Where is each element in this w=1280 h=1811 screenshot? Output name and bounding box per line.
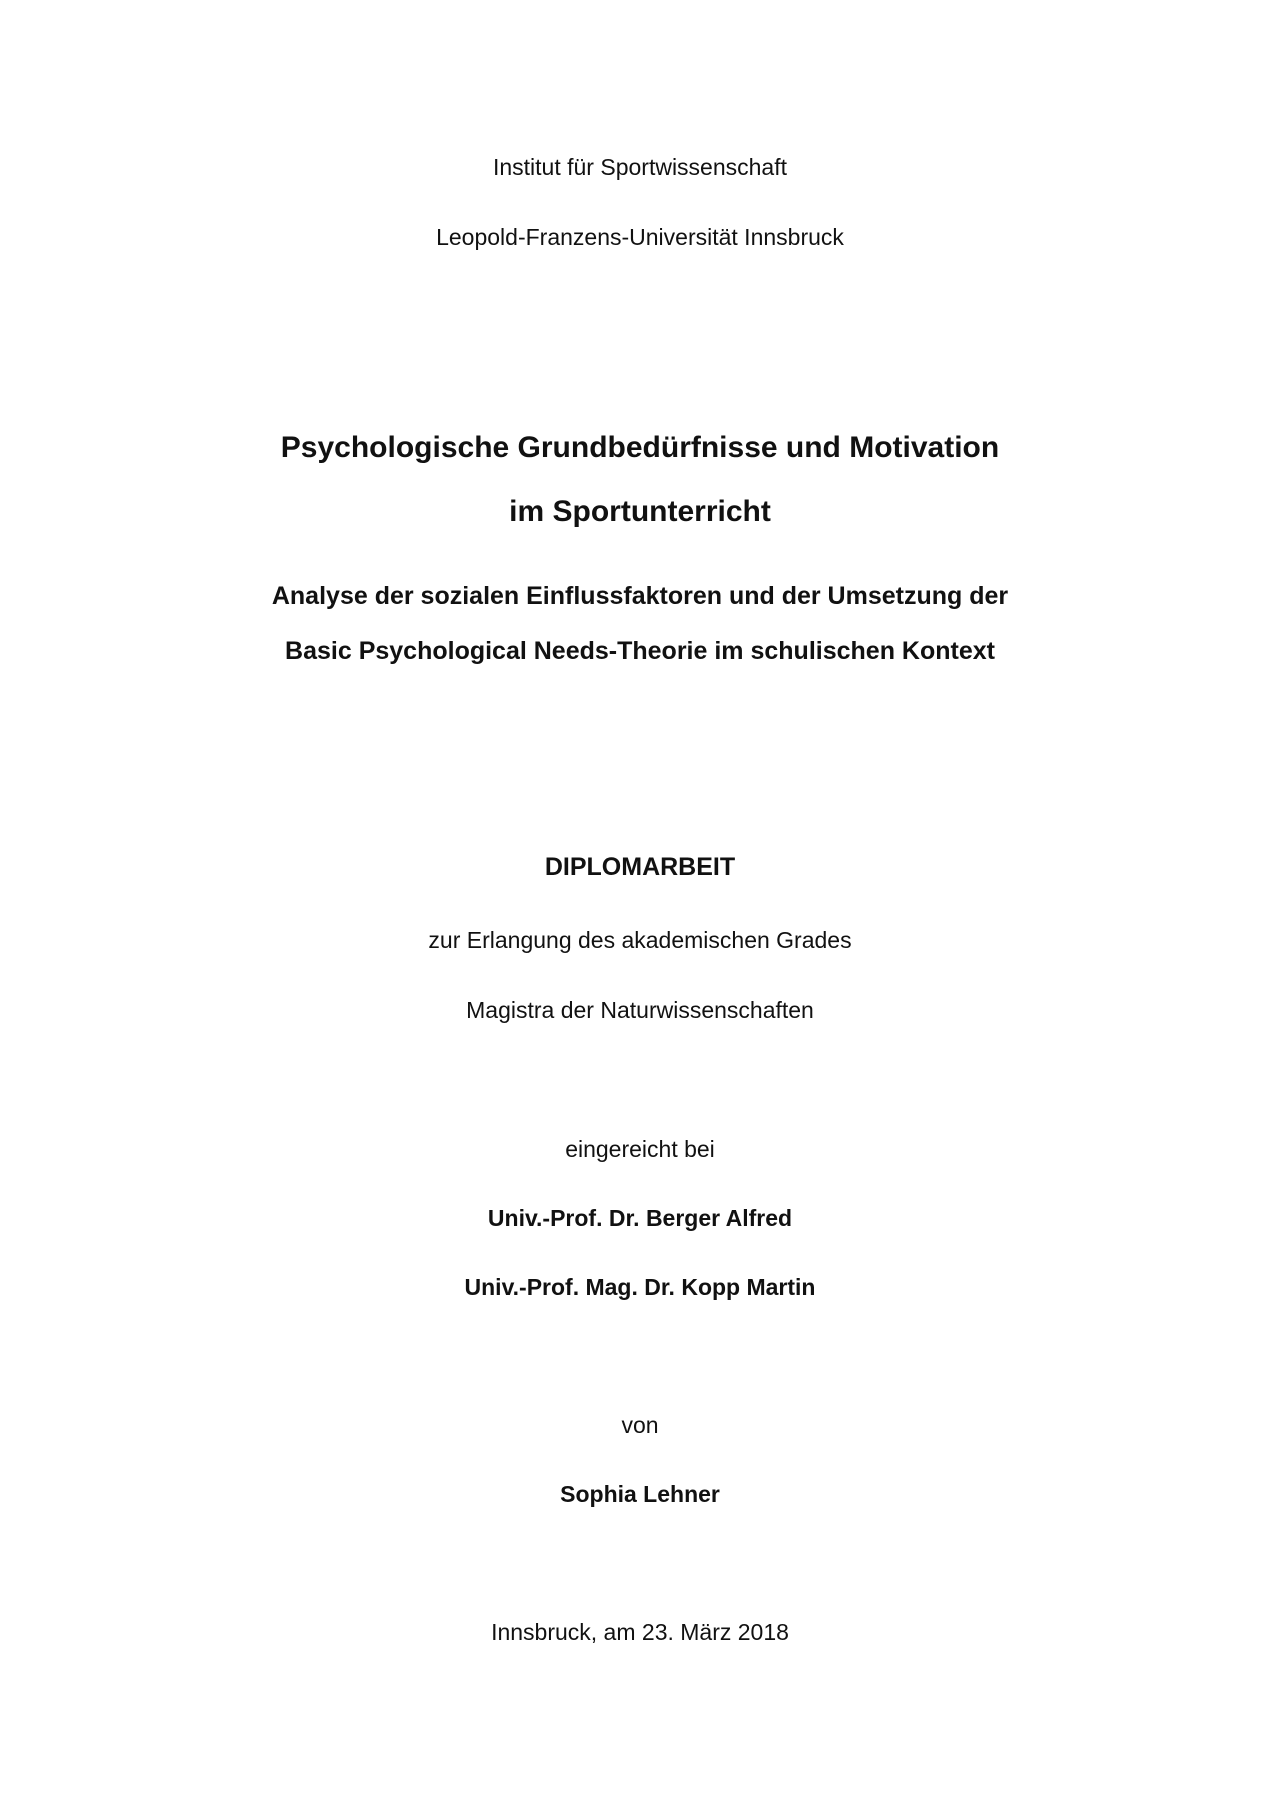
supervisor-2: Univ.-Prof. Mag. Dr. Kopp Martin [464, 1274, 816, 1300]
submitted-to-label: eingereicht bei [565, 1136, 715, 1162]
degree-name: Magistra der Naturwissenschaften [466, 997, 814, 1023]
author-label: von [621, 1412, 659, 1438]
author-name: Sophia Lehner [560, 1481, 720, 1507]
institute-name: Institut für Sportwissenschaft [492, 154, 787, 180]
thesis-title-line-2: im Sportunterricht [509, 495, 771, 528]
thesis-subtitle-line-2: Basic Psychological Needs-Theorie im schulischen Kontext [285, 637, 995, 665]
supervisor-1: Univ.-Prof. Dr. Berger Alfred [487, 1205, 793, 1231]
thesis-title-line-1: Psychologische Grundbedürfnisse und Motivation [280, 431, 1000, 464]
place-and-date: Innsbruck, am 23. März 2018 [491, 1619, 789, 1645]
degree-purpose: zur Erlangung des akademischen Grades [428, 927, 852, 953]
thesis-subtitle-line-1: Analyse der sozialen Einflussfaktoren und der Umsetzung der [271, 582, 1009, 610]
thesis-type: DIPLOMARBEIT [544, 853, 736, 881]
university-name: Leopold-Franzens-Universität Innsbruck [436, 224, 844, 250]
